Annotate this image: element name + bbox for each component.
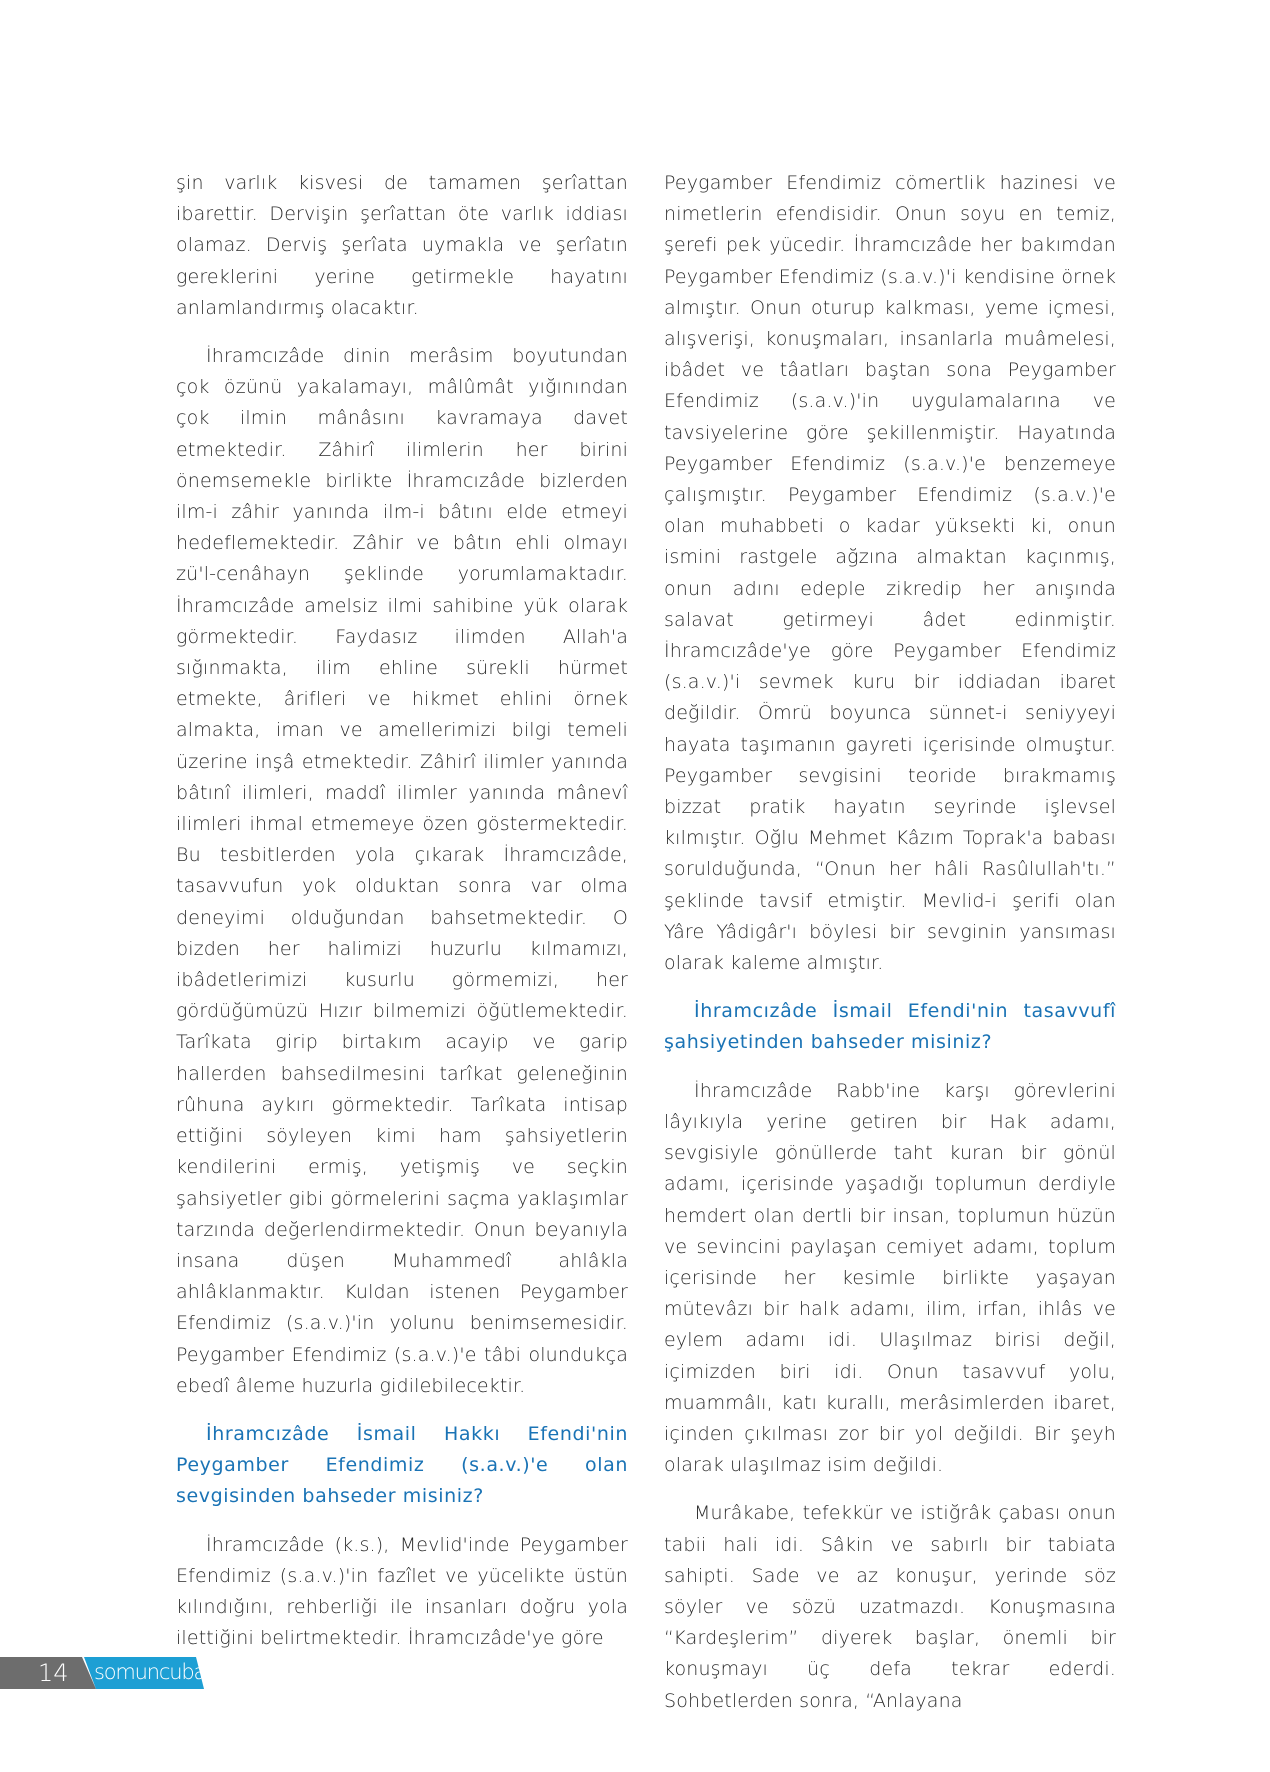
page-footer <box>0 1657 229 1689</box>
interview-question: İhramcızâde İsmail Efendi'nin tasavvufî şahsiyetinden bahseder misiniz? <box>664 1000 1116 1054</box>
magazine-name: somuncubaba <box>94 1660 229 1684</box>
left-column <box>176 168 628 1671</box>
page-number: 14 <box>38 1659 69 1687</box>
paragraph: Peygamber Efendimiz cömertlik hazinesi ve nimetlerin efendisidir. Onun soyu en temiz, şerefi pek yücedir. İhramcızâde her bakımdan Peygamber Efendimiz (s.a.v.)'i kendisine örnek almıştır. Onun oturup kalkması, yeme içmesi, alışverişi, konuşmaları, insanlarla muâmelesi, ibâdet ve tâatları baştan sona Peygamber Efendimiz (s.a.v.)'in uygulamalarına ve tavsiyelerine göre şekillenmiştir. Hayatında Peygamber Efendimiz (s.a.v.)'e benzemeye çalışmıştır. Peygamber Efendimiz (s.a.v.)'e olan muhabbeti o kadar yüksekti ki, onun ismini rastgele ağzına almaktan kaçınmış, onun adını edeple zikredip her anışında salavat getirmeyi âdet edinmiştir. İhramcızâde'ye göre Peygamber Efendimiz (s.a.v.)'i sevmek kuru bir iddiadan ibaret değildir. Ömrü boyunca sünnet-i seniyyeyi hayata taşımanın gayreti içerisinde olmuştur. Peygamber sevgisini teoride bırakmamış bizzat pratik hayatın seyrinde işlevsel kılmıştır. Oğlu Mehmet Kâzım Toprak'a babası sorulduğunda, “Onun her hâli Rasûlullah'tı.” şeklinde tavsif etmiştir. Mevlid-i şerifi olan Yâre Yâdigâr'ı böylesi bir sevginin yansıması olarak kaleme almıştır. <box>664 172 1116 975</box>
paragraph: İhramcızâde Rabb'ine karşı görevlerini lâyıkıyla yerine getiren bir Hak adamı, sevgisiyle gönüllerde taht kuran bir gönül adamı, içerisinde yaşadığı toplumun derdiyle hemdert olan dertli bir insan, toplumun hüzün ve sevincini paylaşan cemiyet adamı, toplum içerisinde her kesimle birlikte yaşayan mütevâzı bir halk adamı, ilim, irfan, ihlâs ve eylem adamı idi. Ulaşılmaz birisi değil, içimizden biri idi. Onun tasavvuf yolu, muammâlı, katı kurallı, merâsimlerden ibaret, içinden çıkılması zor bir yol değildi. Bir şeyh olarak ulaşılmaz isim değildi. <box>664 1079 1116 1477</box>
paragraph: İhramcızâde (k.s.), Mevlid'inde Peygamber Efendimiz (s.a.v.)'in fazîlet ve yücelikte üstün kılındığını, rehberliği ile insanları doğru yola ilettiğini belirtmektedir. İhramcızâde'ye göre <box>176 1533 628 1650</box>
interview-question: İhramcızâde İsmail Hakkı Efendi'nin Peygamber Efendimiz (s.a.v.)'e olan sevgisinden bahseder misiniz? <box>176 1422 628 1508</box>
paragraph: Murâkabe, tefekkür ve istiğrâk çabası onun tabii hali idi. Sâkin ve sabırlı bir tabiata sahipti. Sade ve az konuşur, yerinde söz söyler ve sözü uzatmazdı. Konuşmasına “Kardeşlerim” diyerek başlar, önemli bir konuşmayı üç defa tekrar ederdi. Sohbetlerden sonra, “Anlayana <box>664 1502 1116 1712</box>
right-column <box>664 168 1116 1734</box>
paragraph: İhramcızâde dinin merâsim boyutundan çok özünü yakalamayı, mâlûmât yığınından çok ilmin mânâsını kavramaya davet etmektedir. Zâhirî ilimlerin her birini önemsemekle birlikte İhramcızâde bizlerden ilm-i zâhir yanında ilm-i bâtını elde etmeyi hedeflemektedir. Zâhir ve bâtın ehli olmayı zü'l-cenâhayn şeklinde yorumlamaktadır. İhramcızâde amelsiz ilmi sahibine yük olarak görmektedir. Faydasız ilimden Allah'a sığınmakta, ilim ehline sürekli hürmet etmekte, ârifleri ve hikmet ehlini örnek almakta, iman ve amellerimizi bilgi temeli üzerine inşâ etmektedir. Zâhirî ilimler yanında bâtınî ilimleri, maddî ilimler yanında mânevî ilimleri ihmal etmemeye özen göstermektedir. Bu tesbitlerden yola çıkarak İhramcızâde, tasavvufun yok olduktan sonra var olma deneyimi olduğundan bahsetmektedir. O bizden her halimizi huzurlu kılmamızı, ibâdetlerimizi kusurlu görmemizi, her gördüğümüzü Hızır bilmemizi öğütlemektedir. Tarîkata girip birtakım acayip ve garip hallerden bahsedilmesini tarîkat geleneğinin rûhuna aykırı görmektedir. Tarîkata intisap ettiğini söyleyen kimi ham şahsiyetlerin kendilerini ermiş, yetişmiş ve seçkin şahsiyetler gibi görmelerini saçma yaklaşımlar tarzında değerlendirmektedir. Onun beyanıyla insana düşen Muhammedî ahlâkla ahlâklanmaktır. Kuldan istenen Peygamber Efendimiz (s.a.v.)'in yolunu benimsemesidir. Peygamber Efendimiz (s.a.v.)'e tâbi olundukça ebedî âleme huzurla gidilebilecektir. <box>176 345 628 1397</box>
paragraph: şin varlık kisvesi de tamamen şerîattan ibarettir. Dervişin şerîattan öte varlık iddiası olamaz. Derviş şerîata uymakla ve şerîatın gereklerini yerine getirmekle hayatını anlamlandırmış olacaktır. <box>176 172 628 319</box>
